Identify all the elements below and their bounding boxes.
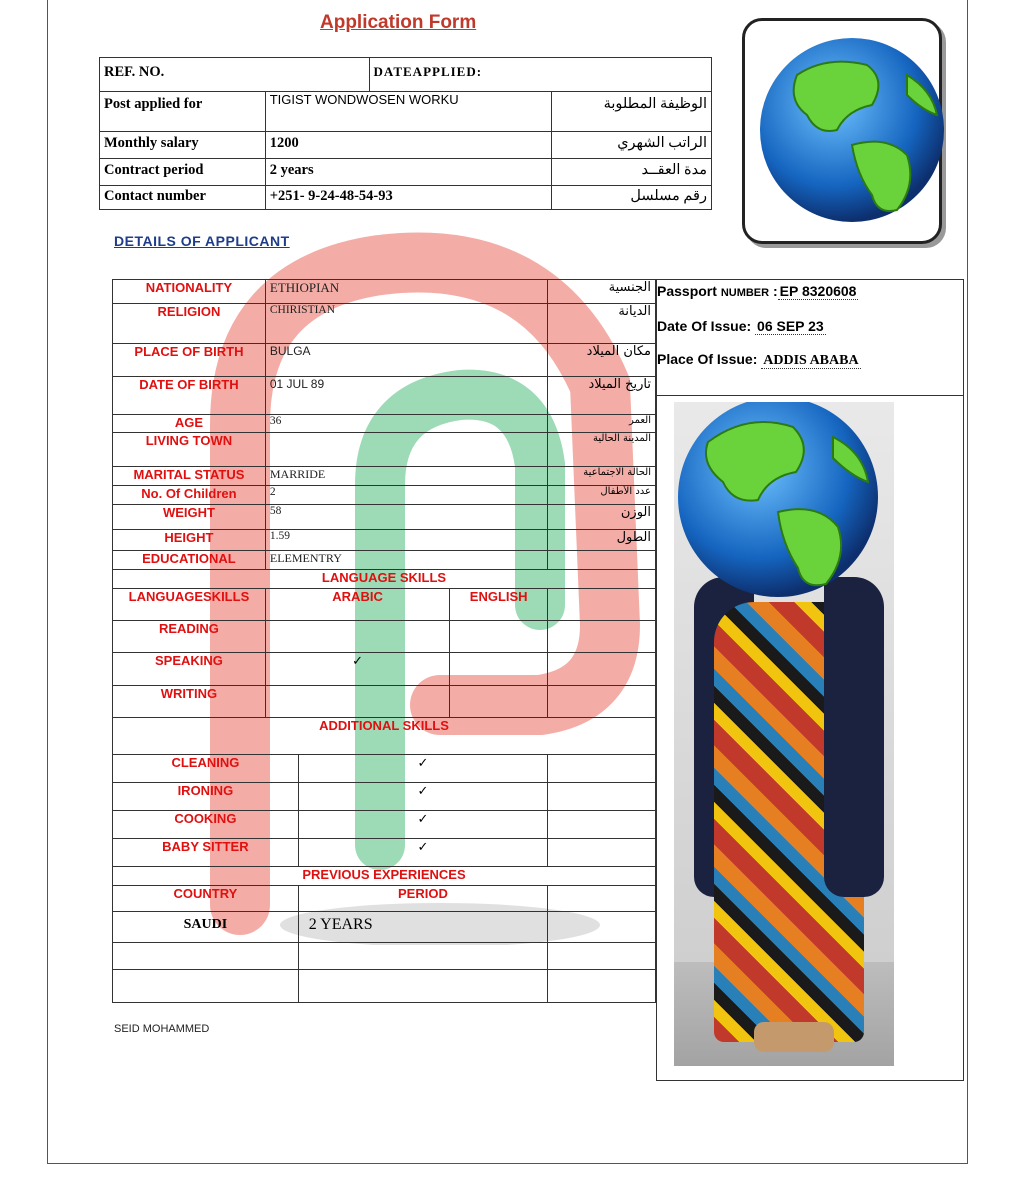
footer-name: SEID MOHAMMED: [114, 1023, 210, 1035]
date-applied-label: DATEAPPLIED:: [369, 58, 711, 92]
english-col-label: ENGLISH: [450, 589, 548, 621]
educational-arabic: [548, 551, 656, 570]
applicant-photo: [674, 402, 894, 1066]
children-value: 2: [265, 486, 547, 505]
language-empty-cell: [548, 589, 656, 621]
place-of-birth-arabic: مكان الميلاد: [548, 344, 656, 377]
children-arabic: عدد الأطفال: [548, 486, 656, 505]
marital-status-label: MARITAL STATUS: [113, 467, 266, 486]
reading-english: [450, 621, 548, 653]
reading-arabic: [265, 621, 449, 653]
height-label: HEIGHT: [113, 530, 266, 551]
passport-number-label: Passport: [657, 283, 717, 299]
religion-arabic: الديانة: [548, 304, 656, 344]
reading-empty: [548, 621, 656, 653]
speaking-arabic: ✓: [265, 653, 449, 686]
weight-label: WEIGHT: [113, 505, 266, 530]
exp-row1-empty: [548, 912, 656, 943]
issue-place-value: ADDIS ABABA: [763, 353, 859, 368]
details-table: [112, 279, 656, 1003]
contact-arabic: رقم مسلسل: [552, 186, 712, 210]
ref-no-label: REF. NO.: [100, 58, 370, 92]
cleaning-mark: ✓: [298, 755, 547, 783]
period-col-label: PERIOD: [298, 886, 547, 912]
contract-value: 2 years: [265, 159, 552, 186]
country-col-label: COUNTRY: [113, 886, 299, 912]
exp-row2-empty: [548, 943, 656, 970]
experience-country-3: [113, 970, 299, 1003]
globe-icon: [757, 35, 957, 235]
arabic-col-label: ARABIC: [265, 589, 449, 621]
previous-experiences-heading: PREVIOUS EXPERIENCES: [113, 867, 656, 886]
weight-value: 58: [265, 505, 547, 530]
contact-value: +251- 9-24-48-54-93: [265, 186, 552, 210]
nationality-arabic: الجنسية: [548, 280, 656, 304]
experience-period-2: [298, 943, 547, 970]
nationality-label: NATIONALITY: [113, 280, 266, 304]
living-town-value: [265, 433, 547, 467]
experience-country-1: SAUDI: [113, 912, 299, 943]
issue-date-line: [657, 318, 826, 334]
passport-number-value: EP 8320608: [779, 283, 857, 299]
cooking-label: COOKING: [113, 811, 299, 839]
baby-sitter-empty: [548, 839, 656, 867]
language-skills-heading: LANGUAGE SKILLS: [113, 570, 656, 589]
writing-english: [450, 686, 548, 718]
living-town-label: LIVING TOWN: [113, 433, 266, 467]
speaking-label: SPEAKING: [113, 653, 266, 686]
date-of-birth-arabic: تاريخ الميلاد: [548, 377, 656, 415]
weight-arabic: الوزن: [548, 505, 656, 530]
globe-badge: [742, 18, 942, 244]
marital-status-arabic: الحالة الاجتماعية: [548, 467, 656, 486]
height-arabic: الطول: [548, 530, 656, 551]
height-value: 1.59: [265, 530, 547, 551]
experience-period-1: 2 YEARS: [298, 912, 547, 943]
writing-arabic: [265, 686, 449, 718]
issue-date-label: Date Of Issue:: [657, 318, 752, 334]
speaking-english: [450, 653, 548, 686]
ironing-empty: [548, 783, 656, 811]
cooking-mark: ✓: [298, 811, 547, 839]
age-value: 36: [265, 415, 547, 433]
feet: [754, 1022, 834, 1052]
globe-icon: [674, 402, 888, 602]
place-of-birth-label: PLACE OF BIRTH: [113, 344, 266, 377]
reading-label: READING: [113, 621, 266, 653]
additional-skills-heading: ADDITIONAL SKILLS: [113, 718, 656, 755]
cooking-empty: [548, 811, 656, 839]
writing-label: WRITING: [113, 686, 266, 718]
contact-label: Contact number: [100, 186, 266, 210]
exp-header-empty: [548, 886, 656, 912]
religion-label: RELIGION: [113, 304, 266, 344]
language-skills-col-label: LANGUAGESKILLS: [113, 589, 266, 621]
passport-info: [657, 280, 963, 396]
post-applied-arabic: الوظيفة المطلوبة: [552, 92, 712, 132]
nationality-value: ETHIOPIAN: [265, 280, 547, 304]
post-applied-label: Post applied for: [100, 92, 266, 132]
marital-status-value: MARRIDE: [265, 467, 547, 486]
cleaning-empty: [548, 755, 656, 783]
living-town-arabic: المدينة الحالية: [548, 433, 656, 467]
salary-arabic: الراتب الشهري: [552, 132, 712, 159]
educational-value: ELEMENTRY: [265, 551, 547, 570]
age-label: AGE: [113, 415, 266, 433]
experience-period-3: [298, 970, 547, 1003]
speaking-empty: [548, 653, 656, 686]
ironing-mark: ✓: [298, 783, 547, 811]
writing-empty: [548, 686, 656, 718]
issue-date-value: 06 SEP 23: [757, 318, 824, 334]
issue-place-label: Place Of Issue:: [657, 351, 758, 367]
header-table: [99, 57, 712, 210]
contract-label: Contract period: [100, 159, 266, 186]
cleaning-label: CLEANING: [113, 755, 299, 783]
form-title: Application Form: [320, 12, 477, 33]
date-of-birth-value: 01 JUL 89: [265, 377, 547, 415]
salary-value: 1200: [265, 132, 552, 159]
passport-number-sublabel: NUMBER: [720, 287, 770, 299]
religion-value: CHIRISTIAN: [265, 304, 547, 344]
age-arabic: العمر: [548, 415, 656, 433]
baby-sitter-label: BABY SITTER: [113, 839, 299, 867]
date-of-birth-label: DATE OF BIRTH: [113, 377, 266, 415]
passport-number-line: Passport NUMBER : EP 8320608: [657, 283, 857, 299]
issue-place-line: [657, 351, 861, 369]
children-label: No. Of Children: [113, 486, 266, 505]
post-applied-value: TIGIST WONDWOSEN WORKU: [265, 92, 552, 132]
place-of-birth-value: BULGA: [265, 344, 547, 377]
educational-label: EDUCATIONAL: [113, 551, 266, 570]
experience-country-2: [113, 943, 299, 970]
contract-arabic: مدة العقــد: [552, 159, 712, 186]
details-heading: DETAILS OF APPLICANT: [114, 233, 290, 249]
salary-label: Monthly salary: [100, 132, 266, 159]
cardigan-right: [824, 577, 884, 897]
baby-sitter-mark: ✓: [298, 839, 547, 867]
exp-row3-empty: [548, 970, 656, 1003]
ironing-label: IRONING: [113, 783, 299, 811]
